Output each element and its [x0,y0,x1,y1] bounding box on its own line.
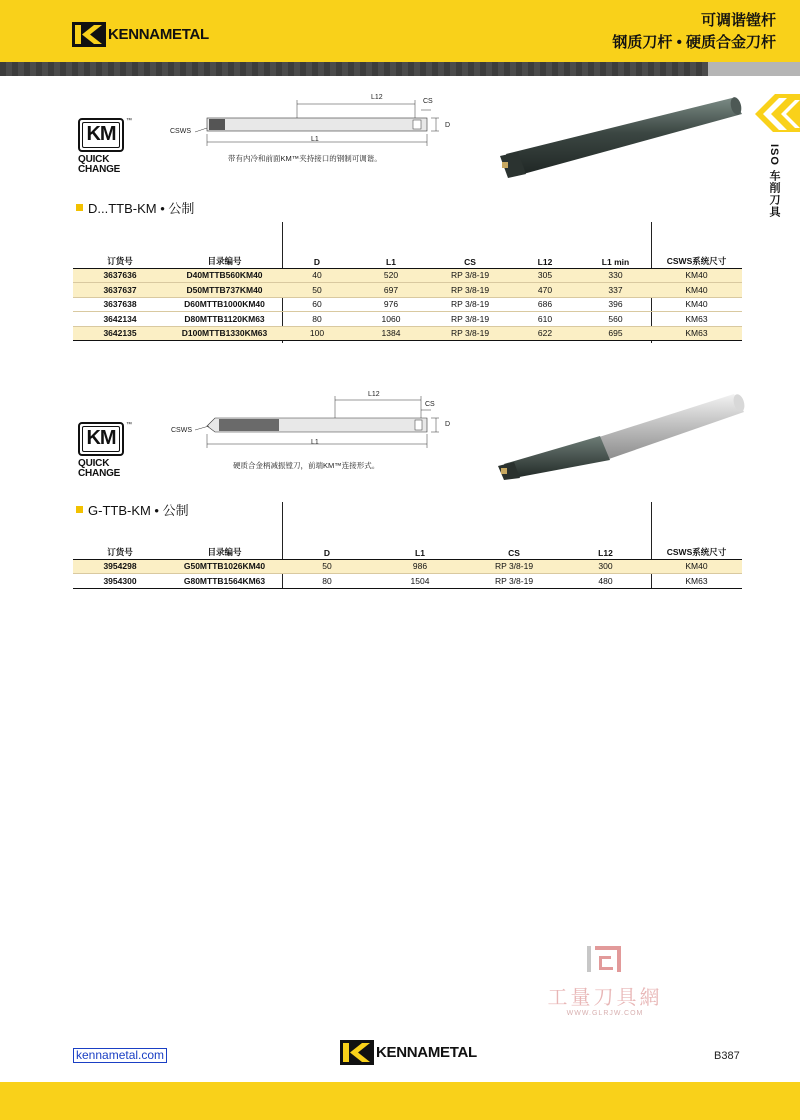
page-number: B387 [714,1050,740,1062]
s1-caption: 带有内冷和前面KM™夹持接口的钢制可调谐。 [228,154,382,163]
steel-boring-bar-image [496,92,746,182]
kennametal-k-icon [72,22,106,47]
cell-csws: KM63 [651,574,742,589]
s2-label-l1: L1 [311,439,319,446]
cell-cs: RP 3/8-19 [468,559,560,574]
table-row [73,297,742,312]
carbide-bar-dimension-drawing [195,390,455,454]
cell-cs: RP 3/8-19 [430,283,510,298]
cell-cs: RP 3/8-19 [430,268,510,283]
order-number: 3954298 [73,559,167,574]
s1-col-catalog: 目录编号 [167,254,282,268]
s1-col-l1min: L1 min [580,254,651,268]
s1-label-d: D [445,122,451,129]
s1-title [76,198,194,217]
order-number: 3954300 [73,574,167,589]
cell-cs: RP 3/8-19 [430,297,510,312]
s2-col-cs: CS [468,545,560,559]
order-number: 3642134 [73,312,167,327]
table-row [73,326,742,341]
s1-col-order: 订货号 [73,254,167,268]
s2-label-d: D [445,421,451,428]
cell-d: 60 [282,297,352,312]
cell-csws: KM40 [651,297,742,312]
s2-col-csws: CSWS系统尺寸 [651,545,742,559]
table-row [73,312,742,327]
catalog-number: D50MTTB737KM40 [167,283,282,298]
footer-logo [340,1040,477,1065]
s2-title-text: G-TTB-KM • 公制 [88,503,189,518]
catalog-number: D60MTTB1000KM40 [167,297,282,312]
side-tab-label: ISO 车削刀具 [768,144,780,219]
cell-l1min: 337 [580,283,651,298]
s2-label-csws: CSWS [171,427,192,434]
watermark-logo-icon [585,944,625,974]
catalog-number: G80MTTB1564KM63 [167,574,282,589]
kennametal-k-icon [340,1040,374,1065]
s1-col-cs: CS [430,254,510,268]
catalog-number: D40MTTB560KM40 [167,268,282,283]
cell-d: 50 [282,559,372,574]
cell-d: 80 [282,312,352,327]
footer-website-link[interactable]: kennametal.com [73,1048,167,1063]
s1-col-l1: L1 [352,254,430,268]
s2-table [73,545,742,589]
cell-l12: 305 [510,268,580,283]
chevron-left-icon [745,94,800,134]
s2-title-marker [76,506,83,513]
km-trademark: ™ [126,422,132,428]
s2-col-d: D [282,545,372,559]
km-change-text: CHANGE [78,164,121,175]
km-quick-change-badge [78,422,130,479]
s1-label-l1: L1 [311,136,319,143]
cell-csws: KM40 [651,283,742,298]
cell-cs: RP 3/8-19 [430,312,510,327]
watermark-url: WWW.GLRJW.COM [566,1010,644,1017]
cell-d: 40 [282,268,352,283]
header-stripe-tip [708,62,800,76]
catalog-number: D100MTTB1330KM63 [167,326,282,341]
s1-title-text: D...TTB-KM • 公制 [88,201,195,216]
cell-l1min: 560 [580,312,651,327]
order-number: 3637638 [73,297,167,312]
cell-l12: 480 [560,574,651,589]
cell-l1: 1384 [352,326,430,341]
km-logo-text: KM [82,122,120,148]
km-logo-text: KM [82,426,120,452]
km-trademark: ™ [126,118,132,124]
cell-l1: 976 [352,297,430,312]
cell-cs: RP 3/8-19 [430,326,510,341]
s1-label-l12: L12 [371,94,383,101]
cell-l12: 686 [510,297,580,312]
cell-l1min: 695 [580,326,651,341]
table-row [73,559,742,574]
footer-brand-word: KENNAMETAL [376,1044,477,1061]
cell-csws: KM63 [651,312,742,327]
watermark [540,944,670,1017]
cell-l1: 1504 [372,574,468,589]
cell-csws: KM63 [651,326,742,341]
s2-col-order: 订货号 [73,545,167,559]
s1-title-marker [76,204,83,211]
s1-col-d: D [282,254,352,268]
cell-l1min: 396 [580,297,651,312]
header-logo [72,22,209,47]
cell-csws: KM40 [651,559,742,574]
s1-table [73,254,742,341]
footer-band [0,1082,800,1120]
cell-l12: 622 [510,326,580,341]
s2-header-row [73,545,742,559]
order-number: 3637636 [73,268,167,283]
s1-label-cs: CS [423,98,433,105]
km-quick-text: QUICK [78,154,110,165]
cell-l1: 986 [372,559,468,574]
header-stripe-bar [0,62,800,76]
table-row [73,283,742,298]
cell-l12: 300 [560,559,651,574]
s2-col-l12: L12 [560,545,651,559]
watermark-text: 工量刀具網 [547,985,663,1009]
cell-l12: 610 [510,312,580,327]
table-row [73,268,742,283]
s1-header-row [73,254,742,268]
s1-col-l12: L12 [510,254,580,268]
cell-l1: 520 [352,268,430,283]
km-change-text: CHANGE [78,468,121,479]
cell-l12: 470 [510,283,580,298]
cell-l1: 697 [352,283,430,298]
header-title-line2: 钢质刀杆 • 硬质合金刀杆 [612,34,776,51]
cell-d: 100 [282,326,352,341]
catalog-number: G50MTTB1026KM40 [167,559,282,574]
catalog-number: D80MTTB1120KM63 [167,312,282,327]
cell-l1min: 330 [580,268,651,283]
cell-csws: KM40 [651,268,742,283]
s1-col-csws: CSWS系统尺寸 [651,254,742,268]
cell-l1: 1060 [352,312,430,327]
s2-title [76,500,189,519]
s2-label-cs: CS [425,401,435,408]
km-quick-change-badge [78,118,130,175]
table-row [73,574,742,589]
s1-label-csws: CSWS [170,128,191,135]
s2-col-catalog: 目录编号 [167,545,282,559]
s2-col-l1: L1 [372,545,468,559]
steel-bar-dimension-drawing [195,92,455,152]
order-number: 3637637 [73,283,167,298]
cell-d: 50 [282,283,352,298]
cell-cs: RP 3/8-19 [468,574,560,589]
s2-label-l12: L12 [368,391,380,398]
cell-d: 80 [282,574,372,589]
header-brand-word: KENNAMETAL [108,26,209,43]
s2-caption: 硬质合金柄减振镗刀，前端KM™连接形式。 [233,461,380,470]
km-quick-text: QUICK [78,458,110,469]
carbide-boring-bar-image [496,388,746,480]
header-title-line1: 可调谐镗杆 [700,12,776,29]
order-number: 3642135 [73,326,167,341]
